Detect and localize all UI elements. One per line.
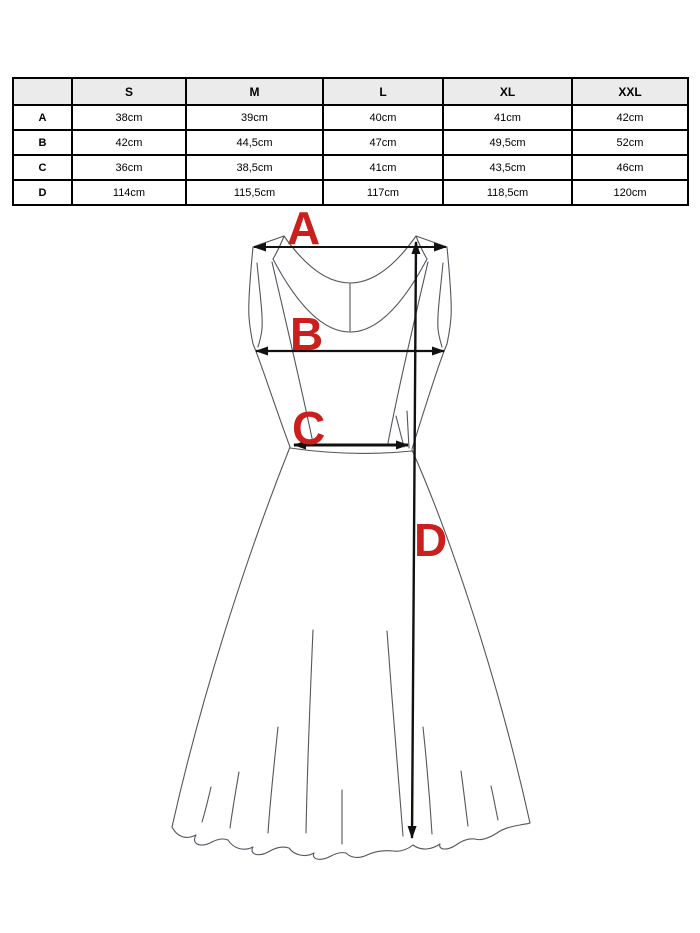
size-column-header-xxl: XXL [572,78,688,105]
size-column-header-s: S [72,78,186,105]
measurement-label-c: C [292,402,326,454]
size-cell: 40cm [323,105,443,130]
size-cell: 44,5cm [186,130,323,155]
size-cell: 47cm [323,130,443,155]
size-cell: 118,5cm [443,180,572,205]
size-cell: 39cm [186,105,323,130]
size-cell: 36cm [72,155,186,180]
size-row-label: B [13,130,72,155]
size-column-header-m: M [186,78,323,105]
size-cell: 41cm [323,155,443,180]
skirt-fold-lines [202,630,498,844]
size-cell: 42cm [72,130,186,155]
size-row-label: A [13,105,72,130]
size-cell: 49,5cm [443,130,572,155]
size-column-header-l: L [323,78,443,105]
size-cell: 38,5cm [186,155,323,180]
size-column-header-xl: XL [443,78,572,105]
size-cell: 52cm [572,130,688,155]
size-cell: 115,5cm [186,180,323,205]
hem-line [172,823,530,859]
measurement-label-b: B [290,308,324,360]
size-row-label: D [13,180,72,205]
dress-bodice-outline [249,236,452,454]
size-cell: 114cm [72,180,186,205]
size-cell: 46cm [572,155,688,180]
size-cell: 117cm [323,180,443,205]
size-cell: 41cm [443,105,572,130]
size-cell: 120cm [572,180,688,205]
measurement-label-a: A [287,202,321,254]
dress-skirt-outline [172,447,530,827]
size-cell: 43,5cm [443,155,572,180]
measurement-label-d: D [414,514,448,566]
size-row-label: C [13,155,72,180]
size-cell: 42cm [572,105,688,130]
size-cell: 38cm [72,105,186,130]
